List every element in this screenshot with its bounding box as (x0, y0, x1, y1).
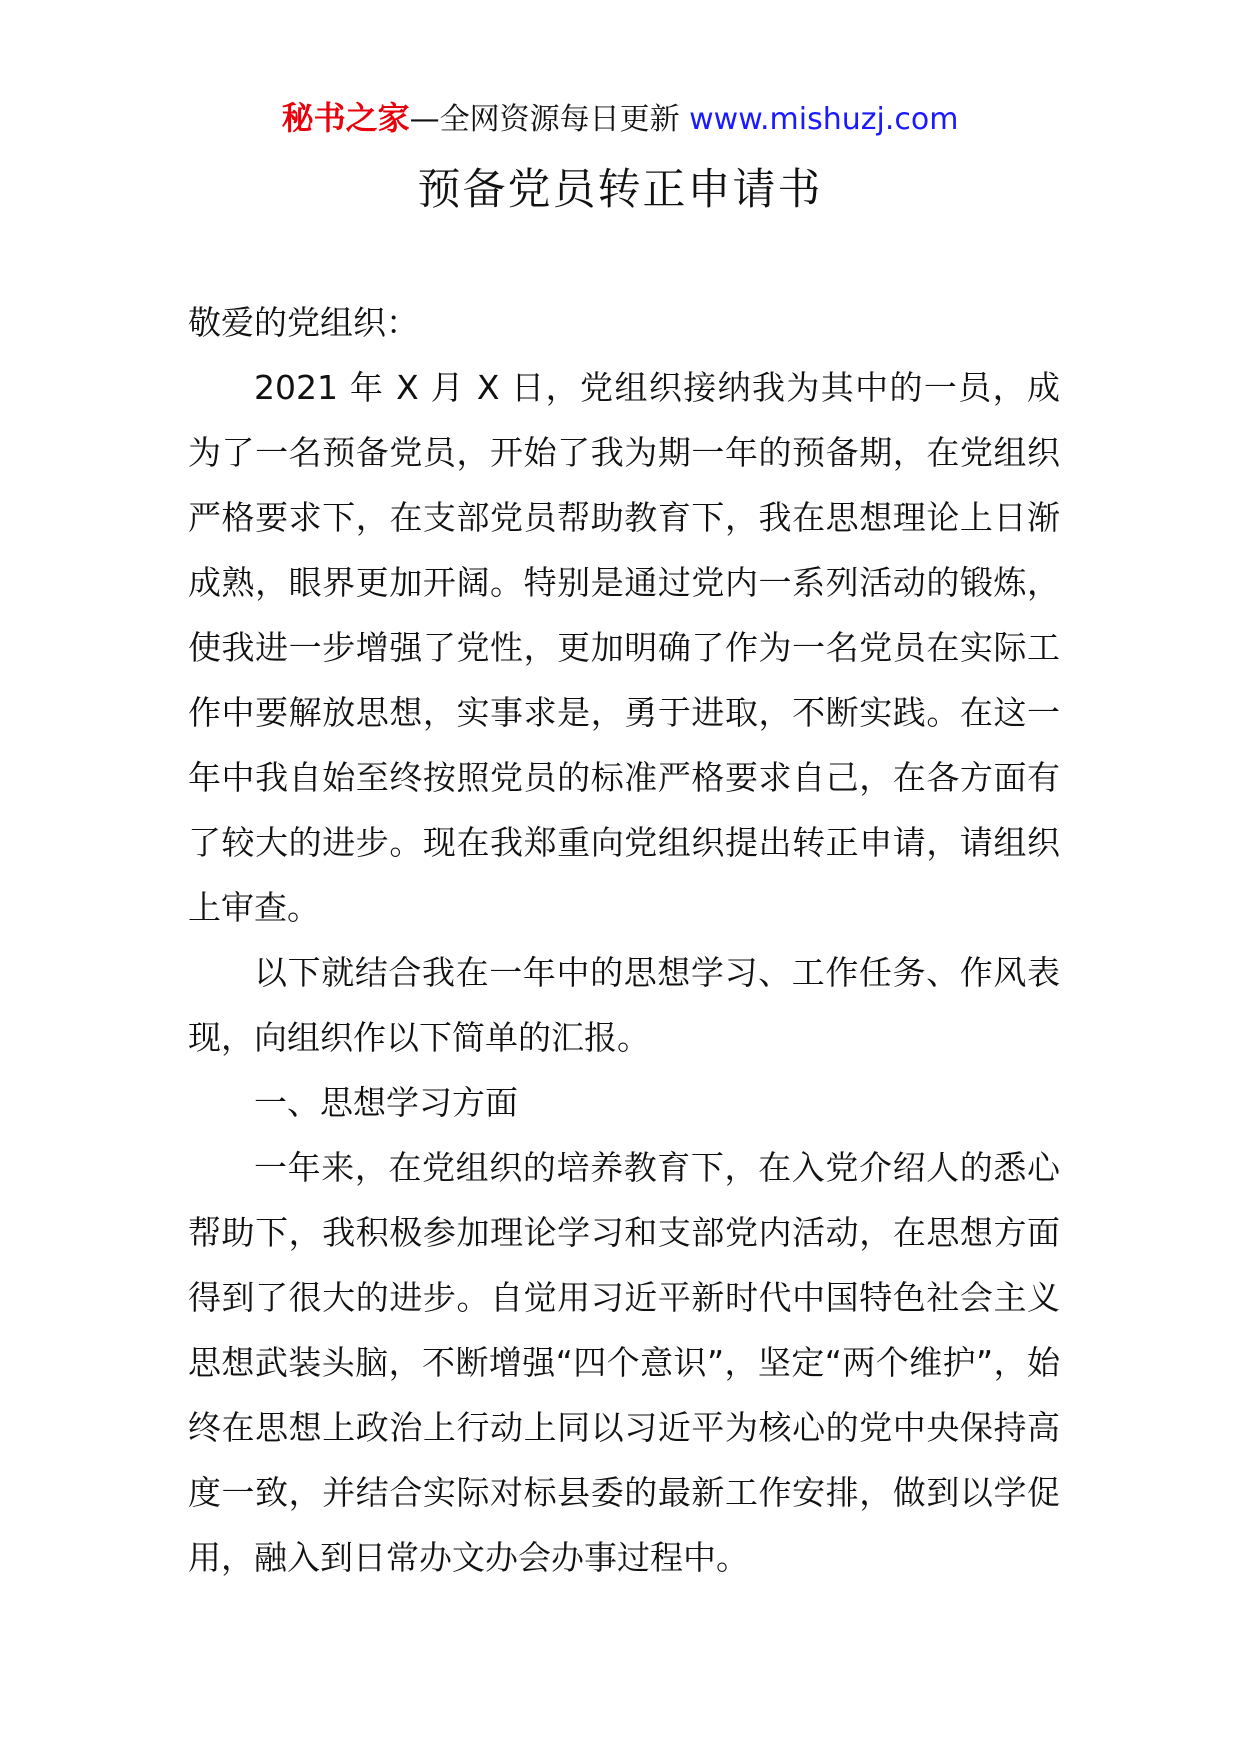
paragraph-intro: 2021 年 X 月 X 日，党组织接纳我为其中的一员，成为了一名预备党员，开始了我为期一年的预备期，在党组织严格要求下，在支部党员帮助教育下，我在思想理论上日渐成熟，眼界更加开阔。特别是通过党内一系列活动的锻炼，使我进一步增强了党性，更加明确了作为一名党员在实际工作中要解放思想，实事求是，勇于进取，不断实践。在这一年中我自始至终按照党员的标准严格要求自己，在各方面有了较大的进步。现在我郑重向党组织提出转正申请，请组织上审查。 (188, 368, 1060, 927)
document-title: 预备党员转正申请书 (417, 165, 823, 215)
paragraph-summary: 以下就结合我在一年中的思想学习、工作任务、作风表现，向组织作以下简单的汇报。 (188, 953, 1060, 1057)
header-tagline: —全网资源每日更新 (409, 102, 690, 137)
site-header (0, 98, 1240, 140)
paragraph-thought-study: 一年来，在党组织的培养教育下，在入党介绍人的悉心帮助下，我积极参加理论学习和支部党内活动，在思想方面得到了很大的进步。自觉用习近平新时代中国特色社会主义思想武装头脑，不断增强“四个意识”，坚定“两个维护”，始终在思想上政治上行动上同以习近平为核心的党中央保持高度一致，并结合实际对标县委的最新工作安排，做到以学促用，融入到日常办文办会办事过程中。 (188, 1148, 1060, 1577)
site-url-link[interactable]: www.mishuzj.com (689, 102, 959, 137)
brand-name: 秘书之家 (281, 99, 410, 137)
document-body (188, 290, 1060, 1590)
salutation: 敬爱的党组织： (188, 303, 419, 342)
section-heading: 一、思想学习方面 (254, 1083, 518, 1122)
